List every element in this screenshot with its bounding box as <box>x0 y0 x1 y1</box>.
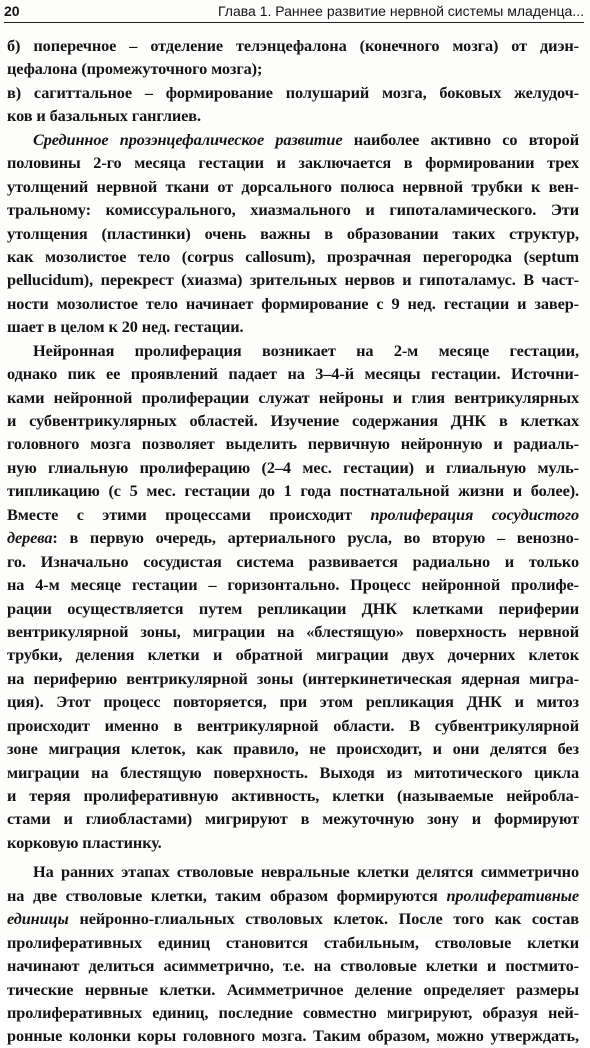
text-line: и теряя пролиферативную активность, клетки (называемые нейробла- <box>7 786 579 805</box>
text-line: трубки, деления клетки и обратной миграции двух дочерних клеток <box>7 645 579 665</box>
text-line: вентрикулярной зоны, миграции на «блестящую» поверхность нервной <box>7 621 579 641</box>
text-line: ную глиальную пролиферацию (2–4 мес. гестации) и глиальную муль- <box>7 457 579 477</box>
italic-term: пролиферативные <box>446 885 579 905</box>
text-line: ция). Этот процесс повторяется, при этом репликация ДНК и митоз <box>7 692 579 712</box>
text-line: как мозолистое тело (corpus callosum), прозрачная перегородка (septum <box>7 246 579 266</box>
text-line: б) поперечное – отделение телэнцефалона (конечного мозга) от диэн- <box>7 36 579 55</box>
italic-term: Срединное прозэнцефалическое развитие <box>33 129 343 149</box>
text-line: начинают делиться асимметрично, т.е. на стволовые клетки и постмито- <box>7 956 579 976</box>
text-line: головного мозга позволяет выделить первичную нейронную и радиаль- <box>7 434 579 454</box>
text-line <box>7 907 579 930</box>
text-line: ронные колонки коры головного мозга. Таким образом, можно утверждать, <box>7 1026 579 1046</box>
text-run: нейронно-глиальных стволовых клеток. После того как состав <box>68 909 579 929</box>
paragraph-start-line <box>7 128 579 151</box>
text-line: и субвентрикулярных областей. Изучение содержания ДНК в клетках <box>7 411 579 430</box>
text-line: однако пик ее проявлений падает на 3–4-й месяцы гестации. Источни- <box>7 364 579 384</box>
text-line: половины 2-го месяца гестации и заключается в формировании трех <box>7 153 579 173</box>
running-header <box>4 0 584 23</box>
text-run: Вместе с этими процессами происходит <box>7 504 371 524</box>
chapter-title: Глава 1. Раннее развитие нервной системы младенца... <box>217 3 584 19</box>
text-line: ков и базальных ганглиев. <box>7 106 201 126</box>
body-text <box>7 34 579 1048</box>
page-number: 20 <box>4 3 20 19</box>
text-run: на две стволовые клетки, таким образом формируются <box>7 885 447 905</box>
paragraph-start-line <box>7 339 579 362</box>
text-line: утолщения (пластинки) очень важны в образовании таких структур, <box>7 223 579 243</box>
text-line: тические нервные клетки. Асимметричное деление определяет размеры <box>7 979 579 999</box>
text-line: типликацию (с 5 мес. гестации до 1 года постнатальной жизни и более). <box>7 481 579 501</box>
italic-term: единицы <box>7 909 69 929</box>
text-run: : в первую очередь, артериального русла, во вторую – венозно- <box>52 528 579 548</box>
text-line: зоне миграция клеток, как правило, не происходит, и они делятся без <box>7 739 579 759</box>
text-line: рации осуществляется путем репликации ДНК клетками периферии <box>7 598 579 618</box>
text-line: пролиферативных единиц, последние совместно мигрируют, образуя ней- <box>7 1002 579 1022</box>
text-line: pellucidum), перекрест (хиазма) зрительных нервов и гипоталамус. В част- <box>7 270 579 290</box>
text-line: на периферию вентрикулярной зоны (интеркинетическая ядерная мигра- <box>7 668 579 688</box>
text-line: происходит именно в вентрикулярной области. В субвентрикулярной <box>7 715 579 735</box>
text-line: пролиферативных единиц становится стабильным, стволовые клетки <box>7 932 579 952</box>
text-line: на 4-м месяце гестации – горизонтально. Процесс нейронной пролифе- <box>7 575 579 595</box>
text-line <box>7 503 579 526</box>
text-line <box>7 884 579 907</box>
text-line: корковую пластинку. <box>7 832 162 852</box>
text-line: ности мозолистое тело начинает формирование с 9 нед. гестации и завер- <box>7 293 579 313</box>
text-line: стами и глиобластами) мигрируют в межуточную зону и формируют <box>7 809 579 829</box>
text-run: наиболее активно со второй <box>342 129 579 149</box>
text-run: возникает на 2-м месяце гестации, <box>241 340 579 360</box>
italic-term: пролиферация сосудистого <box>370 504 580 524</box>
italic-term: дерева <box>7 528 53 548</box>
text-line: миграции на блестящую поверхность. Выходя из митотического цикла <box>7 762 579 782</box>
bold-term: Нейронная пролиферация <box>33 340 242 360</box>
text-line: ками нейронной пролиферации служат нейроны и глия вентрикулярных <box>7 387 579 407</box>
text-line: шает в целом к 20 нед. гестации. <box>7 317 244 337</box>
paragraph-start-line: На ранних этапах стволовые невральные клетки делятся симметрично <box>33 862 579 882</box>
text-line: в) сагиттальное – формирование полушарий мозга, боковых желудоч- <box>7 82 579 102</box>
text-line: го. Изначально сосудистая система развивается радиально и только <box>7 551 579 571</box>
text-line: утолщений нервной ткани от дорсального полюса нервной трубки к вен- <box>7 176 579 196</box>
text-line: цефалона (промежуточного мозга); <box>7 59 263 79</box>
text-line <box>7 526 579 549</box>
text-line: тральному: комиссурального, хиазмального и гипоталамического. Эти <box>7 200 579 220</box>
